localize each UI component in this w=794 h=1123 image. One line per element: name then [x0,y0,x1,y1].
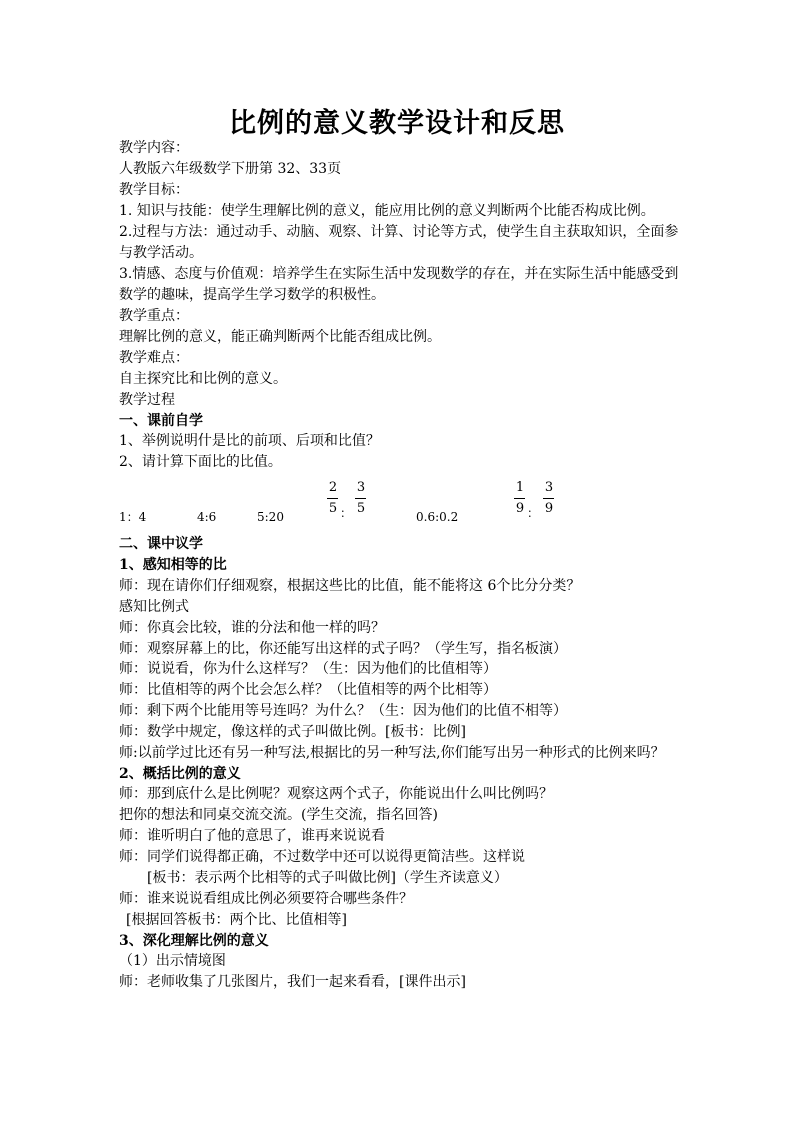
text-line: 数学的趣味，提高学生学习数学的积极性。 [119,287,385,303]
subsection-heading: 3、深化理解比例的意义 [119,933,269,949]
text-line: 师:以前学过比还有另一种写法,根据比的另一种写法,你们能写出另一种形式的比例来吗？ [119,745,665,761]
text-line: 理解比例的意义，能正确判断两个比能否组成比例。 [119,329,441,345]
text-line: 师：数学中规定，像这样的式子叫做比例。[板书：比例] [119,724,466,740]
text-line: 感知比例式 [119,599,189,615]
text-line: （1）出示情境图 [119,953,226,969]
text-line: 2.过程与方法：通过动手、动脑、观察、计算、讨论等方式，使学生自主获取知识，全面参 [119,224,679,240]
text-line: 师：那到底什么是比例呢？观察这两个式子，你能说出什么叫比例吗？ [119,786,553,802]
text-line: 教学目标： [119,182,189,198]
text-line: 把你的想法和同桌交流交流。(学生交流，指名回答) [119,807,438,823]
ratio-5: 0.6:0.2 [416,510,459,524]
text-line: 师：说说看，你为什么这样写？（生：因为他们的比值相等） [119,661,497,677]
text-line: 师：老师收集了几张图片，我们一起来看看，[课件出示] [119,974,466,990]
fraction-bar [543,498,554,499]
text-line: 与教学活动。 [119,245,203,261]
ratio-separator: ： [527,506,540,520]
text-line: 3.情感、态度与价值观：培养学生在实际生活中发现数学的存在，并在实际生活中能感受到 [119,266,679,282]
subsection-heading: 2、概括比例的意义 [119,766,241,782]
text-line: 师：谁听明白了他的意思了，谁再来说说看 [119,828,385,844]
text-line: [板书：表示两个比相等的式子叫做比例]（学生齐读意义） [147,870,508,886]
text-line: 教学重点： [119,308,189,324]
text-line: 师：谁来说说看组成比例必须要符合哪些条件？ [119,891,413,907]
text-line: 教学难点： [119,350,189,366]
section-heading: 二、课中议学 [119,536,203,552]
fraction-denominator: 9 [544,501,554,516]
section-heading: 一、课前自学 [119,413,203,429]
fraction-numerator: 3 [356,480,366,495]
ratio-2: 4:6 [197,510,217,524]
text-line: 师：现在请你们仔细观察，根据这些比的比值，能不能将这 6个比分分类？ [119,578,581,594]
text-line: 教学过程 [119,392,175,408]
text-line: 师：剩下两个比能用等号连吗？为什么？（生：因为他们的比值不相等） [119,703,567,719]
page-title: 比例的意义教学设计和反思 [229,108,565,139]
text-line: 师：同学们说得都正确，不过数学中还可以说得更简洁些。这样说 [119,849,525,865]
fraction-numerator: 2 [328,480,338,495]
text-line: 2、请计算下面比的比值。 [119,454,282,470]
fraction-denominator: 5 [356,501,366,516]
fraction-numerator: 1 [515,480,525,495]
ratio-separator: ： [340,506,353,520]
text-line: 1. 知识与技能：使学生理解比例的意义，能应用比例的意义判断两个比能否构成比例。 [119,203,655,219]
fraction-denominator: 9 [515,501,525,516]
text-line: 1、举例说明什是比的前项、后项和比值？ [119,433,380,449]
text-line: 师：你真会比较，谁的分法和他一样的吗？ [119,620,385,636]
fraction-bar [355,498,366,499]
text-line: 师：观察屏幕上的比，你还能写出这样的式子吗？（学生写，指名板演） [119,641,567,657]
text-line: 自主探究比和比例的意义。 [119,371,287,387]
text-line: [根据回答板书：两个比、比值相等] [126,912,347,928]
text-line: 人教版六年级数学下册第 32、33页 [119,161,342,177]
fraction-numerator: 3 [544,480,554,495]
fraction-denominator: 5 [328,501,338,516]
text-line: 教学内容： [119,140,189,156]
fraction-bar [514,498,525,499]
ratio-3: 5:20 [257,510,284,524]
text-line: 师：比值相等的两个比会怎么样？（比值相等的两个比相等） [119,682,497,698]
subsection-heading: 1、感知相等的比 [119,557,227,573]
ratio-1: 1：4 [119,510,147,524]
fraction-bar [327,498,338,499]
